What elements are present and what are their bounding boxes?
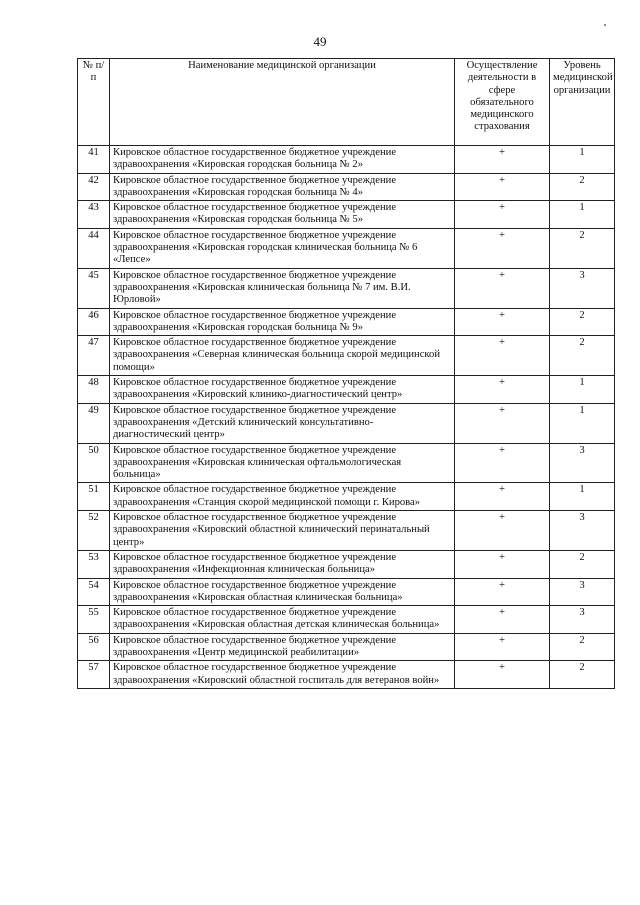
oms-flag: + xyxy=(455,578,550,606)
organization-level: 1 xyxy=(550,483,615,511)
organization-name: Кировское областное государственное бюджетное учреждение здравоохранения «Кировская областная клиническая больница» xyxy=(110,578,455,606)
page-number: 49 xyxy=(313,34,327,49)
header-name: Наименование медицинской организации xyxy=(110,59,455,146)
row-number: 41 xyxy=(78,146,110,174)
row-number: 45 xyxy=(78,268,110,308)
oms-flag: + xyxy=(455,550,550,578)
table-row xyxy=(78,173,615,201)
oms-flag: + xyxy=(455,606,550,634)
oms-flag: + xyxy=(455,443,550,483)
organization-level: 2 xyxy=(550,308,615,336)
organization-name: Кировское областное государственное бюджетное учреждение здравоохранения «Кировская областная детская клиническая больница» xyxy=(110,606,455,634)
table-row xyxy=(78,661,615,689)
row-number: 48 xyxy=(78,376,110,404)
oms-flag: + xyxy=(455,336,550,376)
row-number: 55 xyxy=(78,606,110,634)
oms-flag: + xyxy=(455,483,550,511)
oms-flag: + xyxy=(455,173,550,201)
organization-name: Кировское областное государственное бюджетное учреждение здравоохранения «Кировская городская больница № 2» xyxy=(110,146,455,174)
organization-name: Кировское областное государственное бюджетное учреждение здравоохранения «Центр медицинской реабилитации» xyxy=(110,633,455,661)
table-row xyxy=(78,308,615,336)
row-number: 56 xyxy=(78,633,110,661)
oms-flag: + xyxy=(455,376,550,404)
table-row xyxy=(78,606,615,634)
table-row xyxy=(78,443,615,483)
organization-name: Кировское областное государственное бюджетное учреждение здравоохранения «Кировский клинико-диагностический центр» xyxy=(110,376,455,404)
scan-speck xyxy=(604,24,606,26)
row-number: 42 xyxy=(78,173,110,201)
table-row xyxy=(78,511,615,551)
organization-name: Кировское областное государственное бюджетное учреждение здравоохранения «Северная клиническая больница скорой медицинской помощи» xyxy=(110,336,455,376)
row-number: 54 xyxy=(78,578,110,606)
organization-level: 1 xyxy=(550,201,615,229)
organization-level: 1 xyxy=(550,146,615,174)
oms-flag: + xyxy=(455,201,550,229)
table-row xyxy=(78,146,615,174)
organization-level: 3 xyxy=(550,606,615,634)
row-number: 47 xyxy=(78,336,110,376)
oms-flag: + xyxy=(455,228,550,268)
organization-name: Кировское областное государственное бюджетное учреждение здравоохранения «Кировская клиническая больница № 7 им. В.И. Юрловой» xyxy=(110,268,455,308)
oms-flag: + xyxy=(455,268,550,308)
table-row xyxy=(78,578,615,606)
organization-level: 3 xyxy=(550,443,615,483)
header-oms: Осуществление деятельности в сфере обязательного медицинского страхования xyxy=(455,59,550,146)
organization-level: 1 xyxy=(550,376,615,404)
row-number: 51 xyxy=(78,483,110,511)
organization-level: 2 xyxy=(550,173,615,201)
oms-flag: + xyxy=(455,403,550,443)
organization-name: Кировское областное государственное бюджетное учреждение здравоохранения «Кировская клиническая офтальмологическая больница» xyxy=(110,443,455,483)
header-num: № п/п xyxy=(78,59,110,146)
organization-name: Кировское областное государственное бюджетное учреждение здравоохранения «Кировский областной клинический перинатальный центр» xyxy=(110,511,455,551)
oms-flag: + xyxy=(455,661,550,689)
organization-level: 2 xyxy=(550,336,615,376)
organization-name: Кировское областное государственное бюджетное учреждение здравоохранения «Кировская городская клиническая больница № 6 «Лепсе» xyxy=(110,228,455,268)
organization-level: 3 xyxy=(550,268,615,308)
organization-level: 2 xyxy=(550,228,615,268)
table-row xyxy=(78,483,615,511)
organization-name: Кировское областное государственное бюджетное учреждение здравоохранения «Кировская городская больница № 5» xyxy=(110,201,455,229)
oms-flag: + xyxy=(455,308,550,336)
table-row xyxy=(78,268,615,308)
organization-level: 3 xyxy=(550,511,615,551)
table-row xyxy=(78,376,615,404)
organization-name: Кировское областное государственное бюджетное учреждение здравоохранения «Кировская городская больница № 9» xyxy=(110,308,455,336)
row-number: 46 xyxy=(78,308,110,336)
row-number: 43 xyxy=(78,201,110,229)
organization-name: Кировское областное государственное бюджетное учреждение здравоохранения «Кировский областной госпиталь для ветеранов войн» xyxy=(110,661,455,689)
organization-name: Кировское областное государственное бюджетное учреждение здравоохранения «Детский клинический консультативно-диагностический центр» xyxy=(110,403,455,443)
table-row xyxy=(78,633,615,661)
row-number: 50 xyxy=(78,443,110,483)
row-number: 49 xyxy=(78,403,110,443)
organization-name: Кировское областное государственное бюджетное учреждение здравоохранения «Кировская городская больница № 4» xyxy=(110,173,455,201)
table-row xyxy=(78,550,615,578)
row-number: 44 xyxy=(78,228,110,268)
table-row xyxy=(78,201,615,229)
oms-flag: + xyxy=(455,511,550,551)
organization-level: 3 xyxy=(550,578,615,606)
row-number: 53 xyxy=(78,550,110,578)
table-body xyxy=(78,146,615,689)
table-row xyxy=(78,403,615,443)
organization-level: 2 xyxy=(550,550,615,578)
organization-level: 2 xyxy=(550,633,615,661)
oms-flag: + xyxy=(455,146,550,174)
row-number: 57 xyxy=(78,661,110,689)
organization-level: 1 xyxy=(550,403,615,443)
table-header-row xyxy=(78,59,615,146)
organization-name: Кировское областное государственное бюджетное учреждение здравоохранения «Станция скорой медицинской помощи г. Кирова» xyxy=(110,483,455,511)
medical-organizations-table xyxy=(77,58,615,689)
organization-name: Кировское областное государственное бюджетное учреждение здравоохранения «Инфекционная клиническая больница» xyxy=(110,550,455,578)
row-number: 52 xyxy=(78,511,110,551)
table-row xyxy=(78,228,615,268)
table-row xyxy=(78,336,615,376)
oms-flag: + xyxy=(455,633,550,661)
organization-level: 2 xyxy=(550,661,615,689)
header-level: Уровень медицинской организации xyxy=(550,59,615,146)
